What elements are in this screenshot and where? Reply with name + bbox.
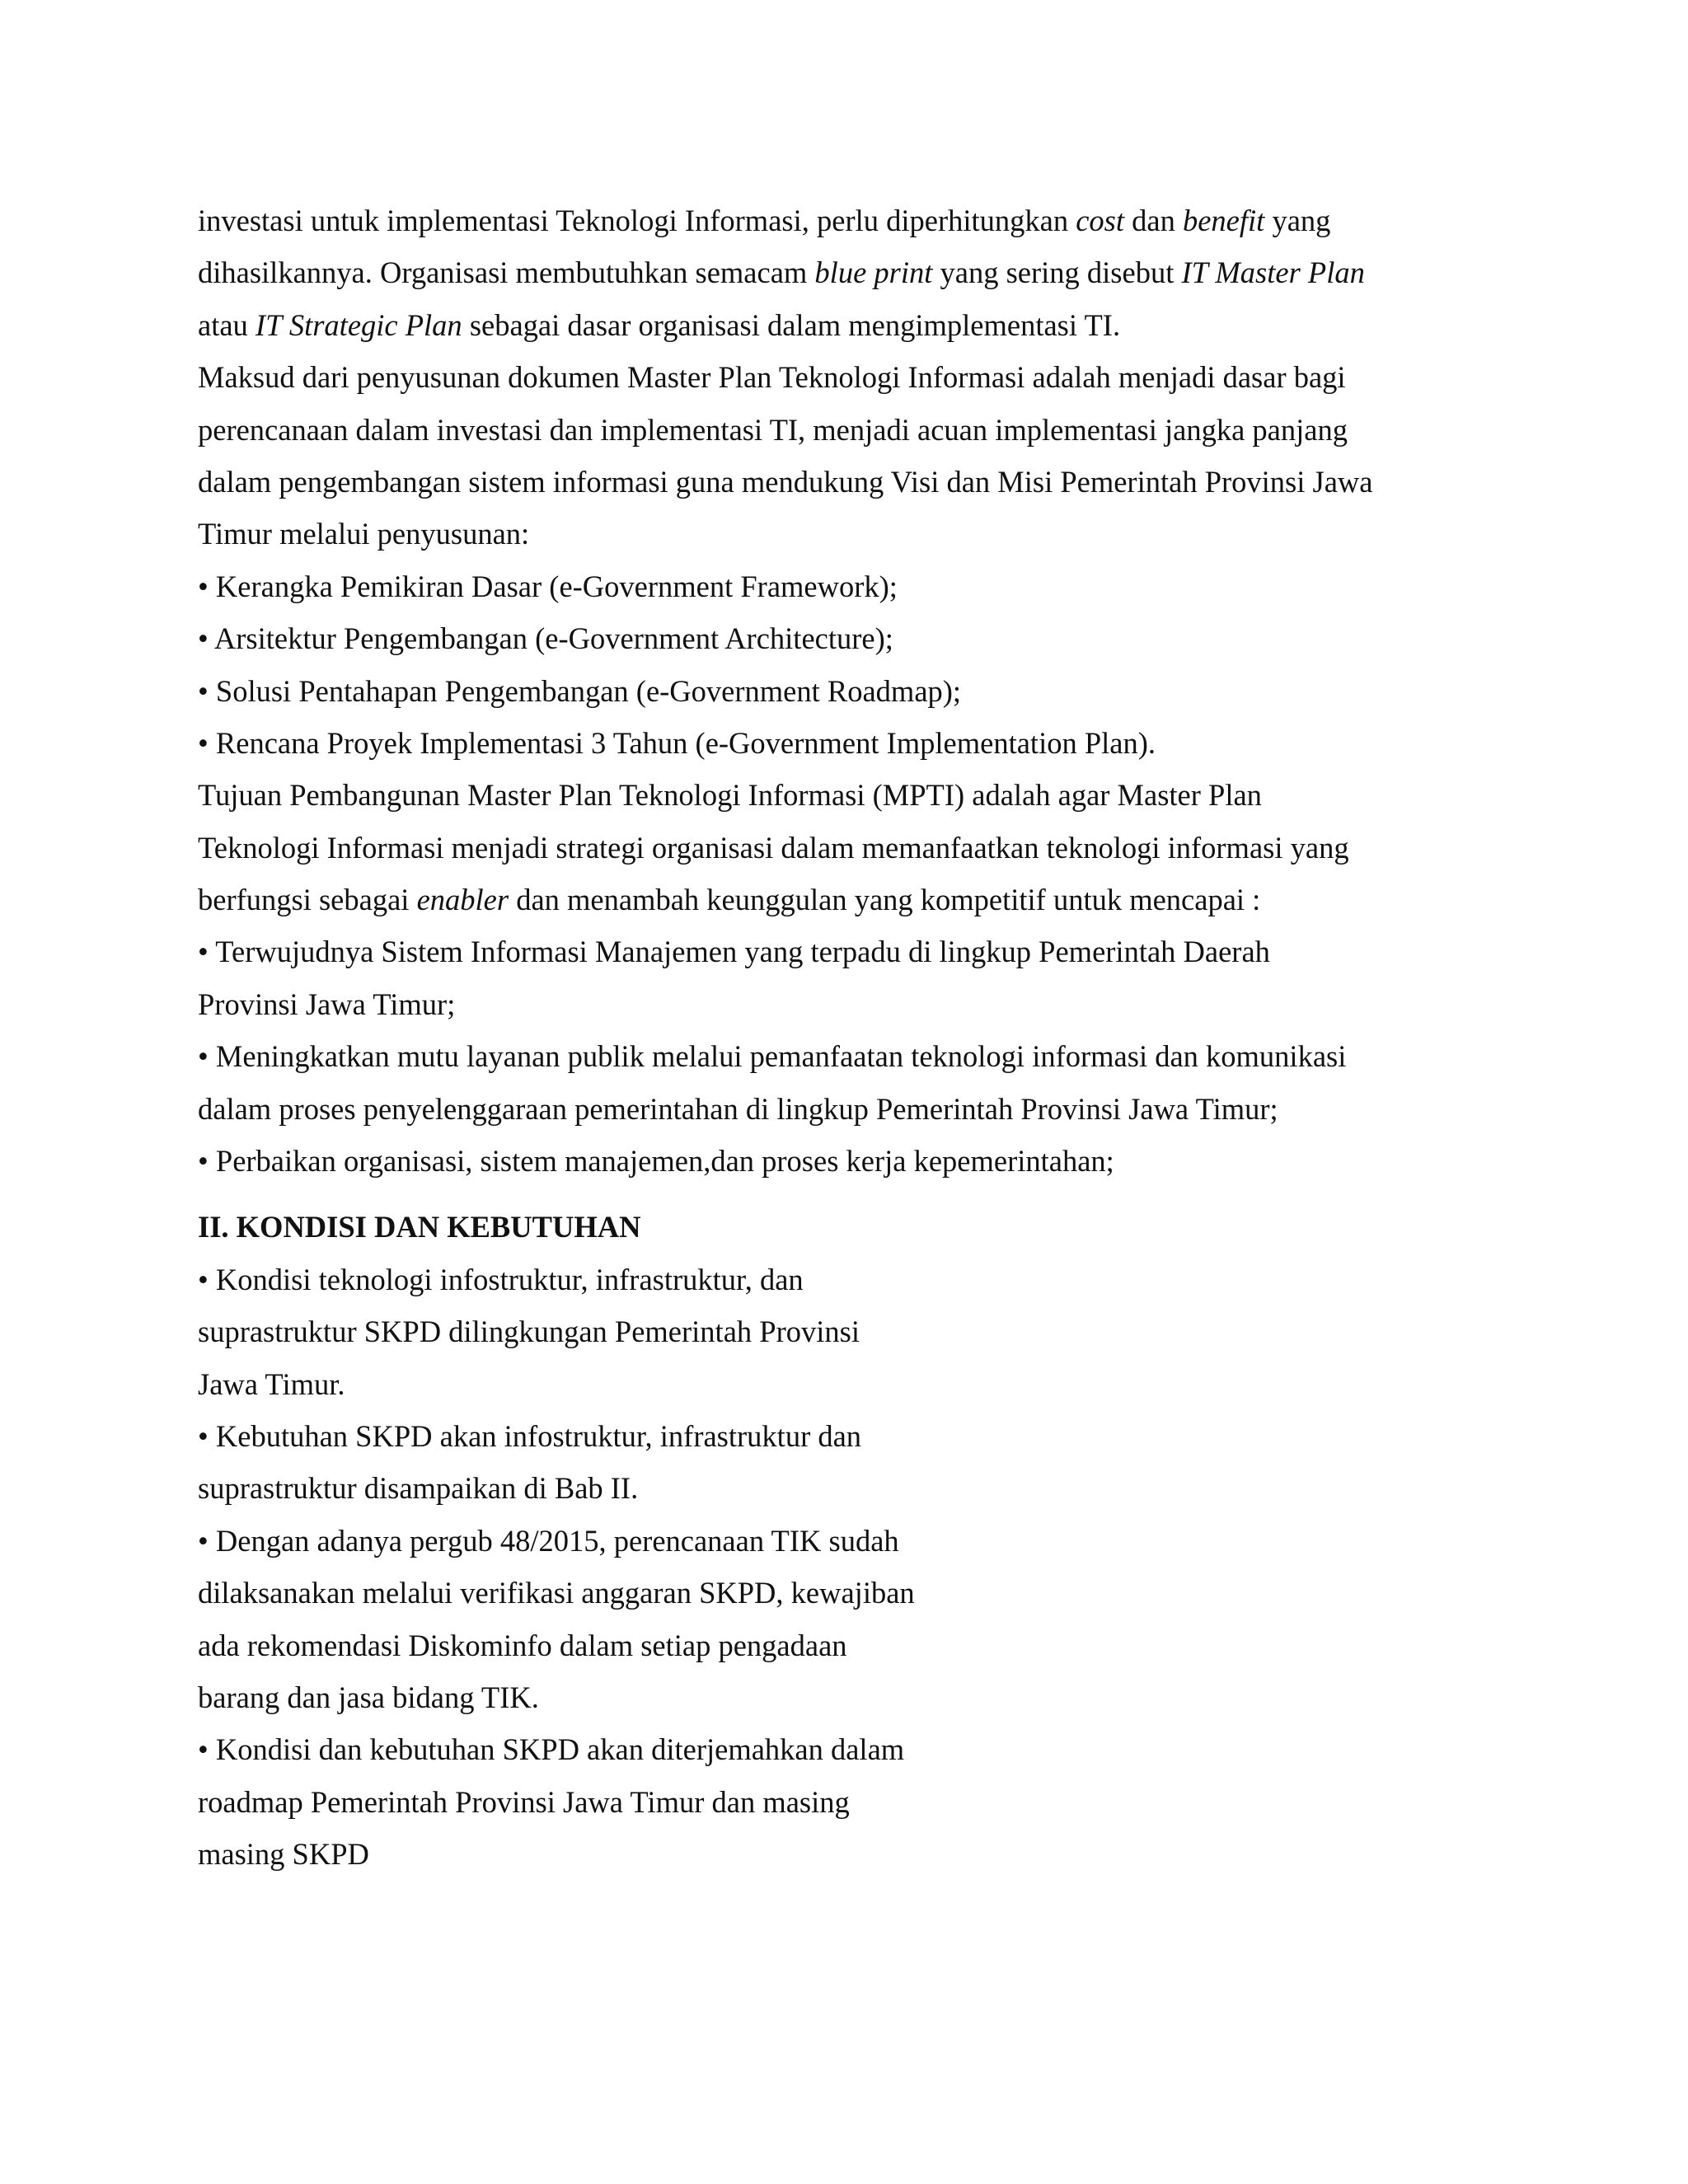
maksud-bullet-2: • Arsitektur Pengembangan (e-Government Architecture);	[198, 621, 893, 656]
section2-line-1: • Kondisi teknologi infostruktur, infrastruktur, dan	[198, 1262, 804, 1296]
tujuan-line-2: Teknologi Informasi menjadi strategi organisasi dalam memanfaatkan teknologi informasi yang	[198, 830, 1349, 865]
section2-line-9: barang dan jasa bidang TIK.	[198, 1680, 539, 1714]
tujuan-bullet-line-2: Provinsi Jawa Timur;	[198, 987, 456, 1021]
maksud-line-1: Maksud dari penyusunan dokumen Master Plan Teknologi Informasi adalah menjadi dasar bagi	[198, 360, 1346, 395]
section2-line-4: • Kebutuhan SKPD akan infostruktur, infrastruktur dan	[198, 1418, 862, 1453]
section2-line-8: ada rekomendasi Diskominfo dalam setiap pengadaan	[198, 1628, 847, 1662]
text-run: atau	[198, 307, 256, 342]
maksud-bullet-4: • Rencana Proyek Implementasi 3 Tahun (e-Government Implementation Plan).	[198, 725, 1156, 760]
section2-line-10: • Kondisi dan kebutuhan SKPD akan diterjemahkan dalam	[198, 1732, 905, 1767]
italic-term: IT Master Plan	[1181, 255, 1365, 290]
italic-term: IT Strategic Plan	[255, 307, 462, 342]
text-run: yang sering disebut	[932, 255, 1182, 290]
text-run: sebagai dasar organisasi dalam mengimplementasi TI.	[462, 307, 1121, 342]
text-run: dan	[1124, 204, 1183, 237]
tujuan-line-3	[198, 874, 1484, 926]
section2-line-3: Jawa Timur.	[198, 1366, 345, 1401]
italic-term: blue print	[814, 255, 933, 290]
text-run: berfungsi sebagai	[198, 883, 417, 917]
maksud-bullet-3: • Solusi Pentahapan Pengembangan (e-Government Roadmap);	[198, 673, 962, 708]
section2-line-6: • Dengan adanya pergub 48/2015, perencanaan TIK sudah	[198, 1523, 899, 1558]
tujuan-bullet-line-4: dalam proses penyelenggaraan pemerintahan di lingkup Pemerintah Provinsi Jawa Timur;	[198, 1091, 1278, 1126]
text-run: yang	[1264, 204, 1331, 237]
maksud-line-3: dalam pengembangan sistem informasi guna mendukung Visi dan Misi Pemerintah Provinsi Jawa	[198, 464, 1373, 499]
intro-line-3	[198, 299, 1484, 351]
tujuan-bullet-line-3: • Meningkatkan mutu layanan publik melalui pemanfaatan teknologi informasi dan komunikasi	[198, 1039, 1347, 1074]
tujuan-bullet-line-1: • Terwujudnya Sistem Informasi Manajemen yang terpadu di lingkup Pemerintah Daerah	[198, 935, 1270, 969]
italic-term: benefit	[1182, 204, 1265, 237]
tujuan-bullet-line-5: • Perbaikan organisasi, sistem manajemen,dan proses kerja kepemerintahan;	[198, 1144, 1114, 1179]
text-run: investasi untuk implementasi Teknologi Informasi, perlu diperhitungkan	[198, 204, 1076, 237]
section2-line-11: roadmap Pemerintah Provinsi Jawa Timur dan masing	[198, 1784, 850, 1819]
tujuan-line-1: Tujuan Pembangunan Master Plan Teknologi Informasi (MPTI) adalah agar Master Plan	[198, 778, 1262, 813]
section2-line-2: suprastruktur SKPD dilingkungan Pemerintah Provinsi	[198, 1315, 860, 1349]
italic-term: enabler	[416, 883, 509, 917]
intro-line-1	[198, 194, 1484, 246]
text-run: dan menambah keunggulan yang kompetitif untuk mencapai :	[509, 883, 1261, 917]
maksud-line-2: perencanaan dalam investasi dan implementasi TI, menjadi acuan implementasi jangka panjang	[198, 412, 1348, 447]
text-run: dihasilkannya. Organisasi membutuhkan semacam	[198, 255, 815, 290]
maksud-bullet-1: • Kerangka Pemikiran Dasar (e-Government Framework);	[198, 569, 898, 603]
section2-line-7: dilaksanakan melalui verifikasi anggaran SKPD, kewajiban	[198, 1576, 915, 1610]
maksud-line-4: Timur melalui penyusunan:	[198, 517, 530, 551]
section-heading: II. KONDISI DAN KEBUTUHAN	[198, 1210, 641, 1244]
section2-line-12: masing SKPD	[198, 1837, 369, 1872]
italic-term: cost	[1076, 204, 1125, 237]
section2-line-5: suprastruktur disampaikan di Bab II.	[198, 1471, 639, 1506]
intro-line-2	[198, 246, 1484, 298]
document-body	[198, 194, 1484, 1881]
